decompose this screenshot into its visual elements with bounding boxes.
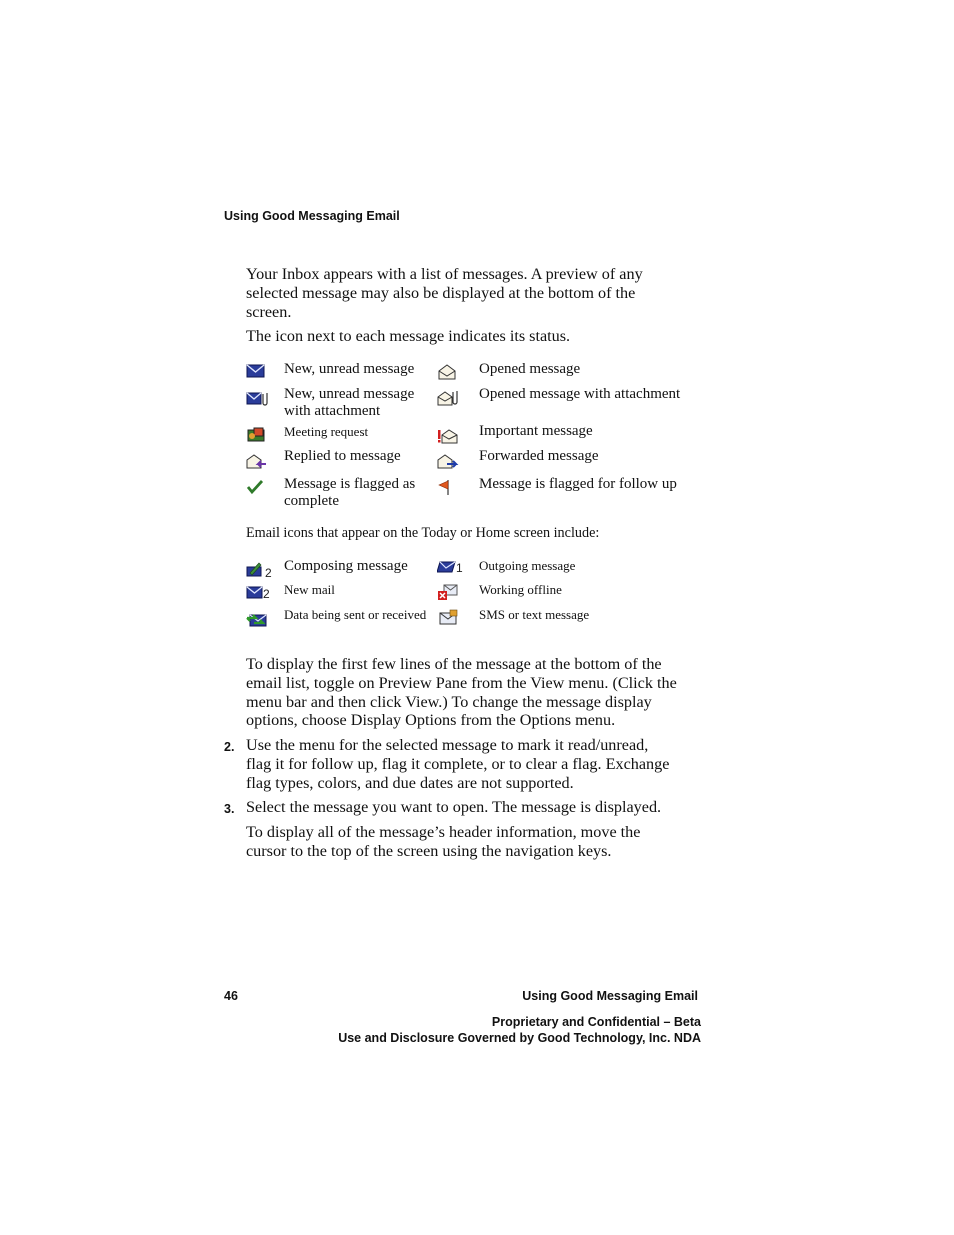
home-label: Composing message (284, 558, 408, 574)
flag-complete-check-icon (246, 479, 268, 497)
home-label: SMS or text message (479, 607, 590, 622)
important-message-icon (437, 427, 459, 445)
flag-follow-up-icon (437, 478, 459, 496)
outgoing-message-icon (437, 559, 463, 577)
meeting-request-icon (246, 427, 268, 445)
confidentiality-notice: Proprietary and Confidential – Beta (491, 1015, 701, 1029)
new-unread-attachment-icon (246, 390, 268, 408)
home-label: Data being sent or received (284, 607, 427, 622)
footer-chapter-title: Using Good Messaging Email (522, 989, 698, 1003)
status-label: Replied to message (284, 448, 401, 464)
step-number: 2. (224, 740, 235, 754)
icon-intro-sentence: The icon next to each message indicates its status. (246, 327, 571, 345)
badge-count: 2 (263, 587, 270, 601)
home-label: New mail (284, 582, 335, 597)
new-mail-icon (246, 585, 272, 603)
badge-count: 2 (265, 566, 272, 579)
home-label: Outgoing message (479, 558, 576, 573)
intro-paragraph: Your Inbox appears with a list of messages. A preview of any selected message may also be displayed at the bottom of the screen. (246, 265, 643, 321)
opened-envelope-icon (437, 363, 459, 381)
status-label: Opened message with attachment (479, 386, 681, 402)
status-label: Meeting request (284, 424, 369, 439)
status-label: New, unread message (284, 361, 415, 377)
working-offline-icon (437, 584, 459, 602)
running-header: Using Good Messaging Email (224, 209, 400, 223)
status-label: Opened message (479, 361, 581, 377)
data-transfer-icon (246, 610, 268, 628)
step-3-text: Select the message you want to open. The message is displayed. (246, 798, 662, 816)
sms-message-icon (437, 609, 459, 627)
status-label: Important message (479, 423, 593, 439)
home-icons-intro: Email icons that appear on the Today or Home screen include: (246, 525, 600, 541)
step-2-text: Use the menu for the selected message to mark it read/unread, flag it for follow up, flag it complete, or to clear a flag. Exchange flag types, colors, and due dates are not supported. (246, 736, 670, 792)
page-number: 46 (224, 989, 238, 1003)
status-label: Forwarded message (479, 448, 599, 464)
header-info-paragraph: To display all of the message’s header information, move the cursor to the top of the screen using the navigation keys. (246, 823, 641, 860)
replied-message-icon (246, 452, 268, 470)
home-label: Working offline (479, 582, 562, 597)
preview-pane-paragraph: To display the first few lines of the message at the bottom of the email list, toggle on Preview Pane from the View menu. (Click the menu bar and then click View.) To change the message display options, choose Display Options from the Options menu. (246, 655, 677, 730)
disclosure-notice: Use and Disclosure Governed by Good Technology, Inc. NDA (338, 1031, 701, 1045)
badge-count: 1 (456, 561, 463, 575)
composing-message-icon (246, 561, 272, 579)
status-label: Message is flagged as complete (284, 476, 416, 509)
status-label: New, unread message with attachment (284, 386, 415, 419)
step-number: 3. (224, 802, 235, 816)
opened-attachment-icon (437, 389, 459, 407)
forwarded-message-icon (437, 452, 459, 470)
status-label: Message is flagged for follow up (479, 476, 677, 492)
new-unread-envelope-icon (246, 363, 268, 381)
